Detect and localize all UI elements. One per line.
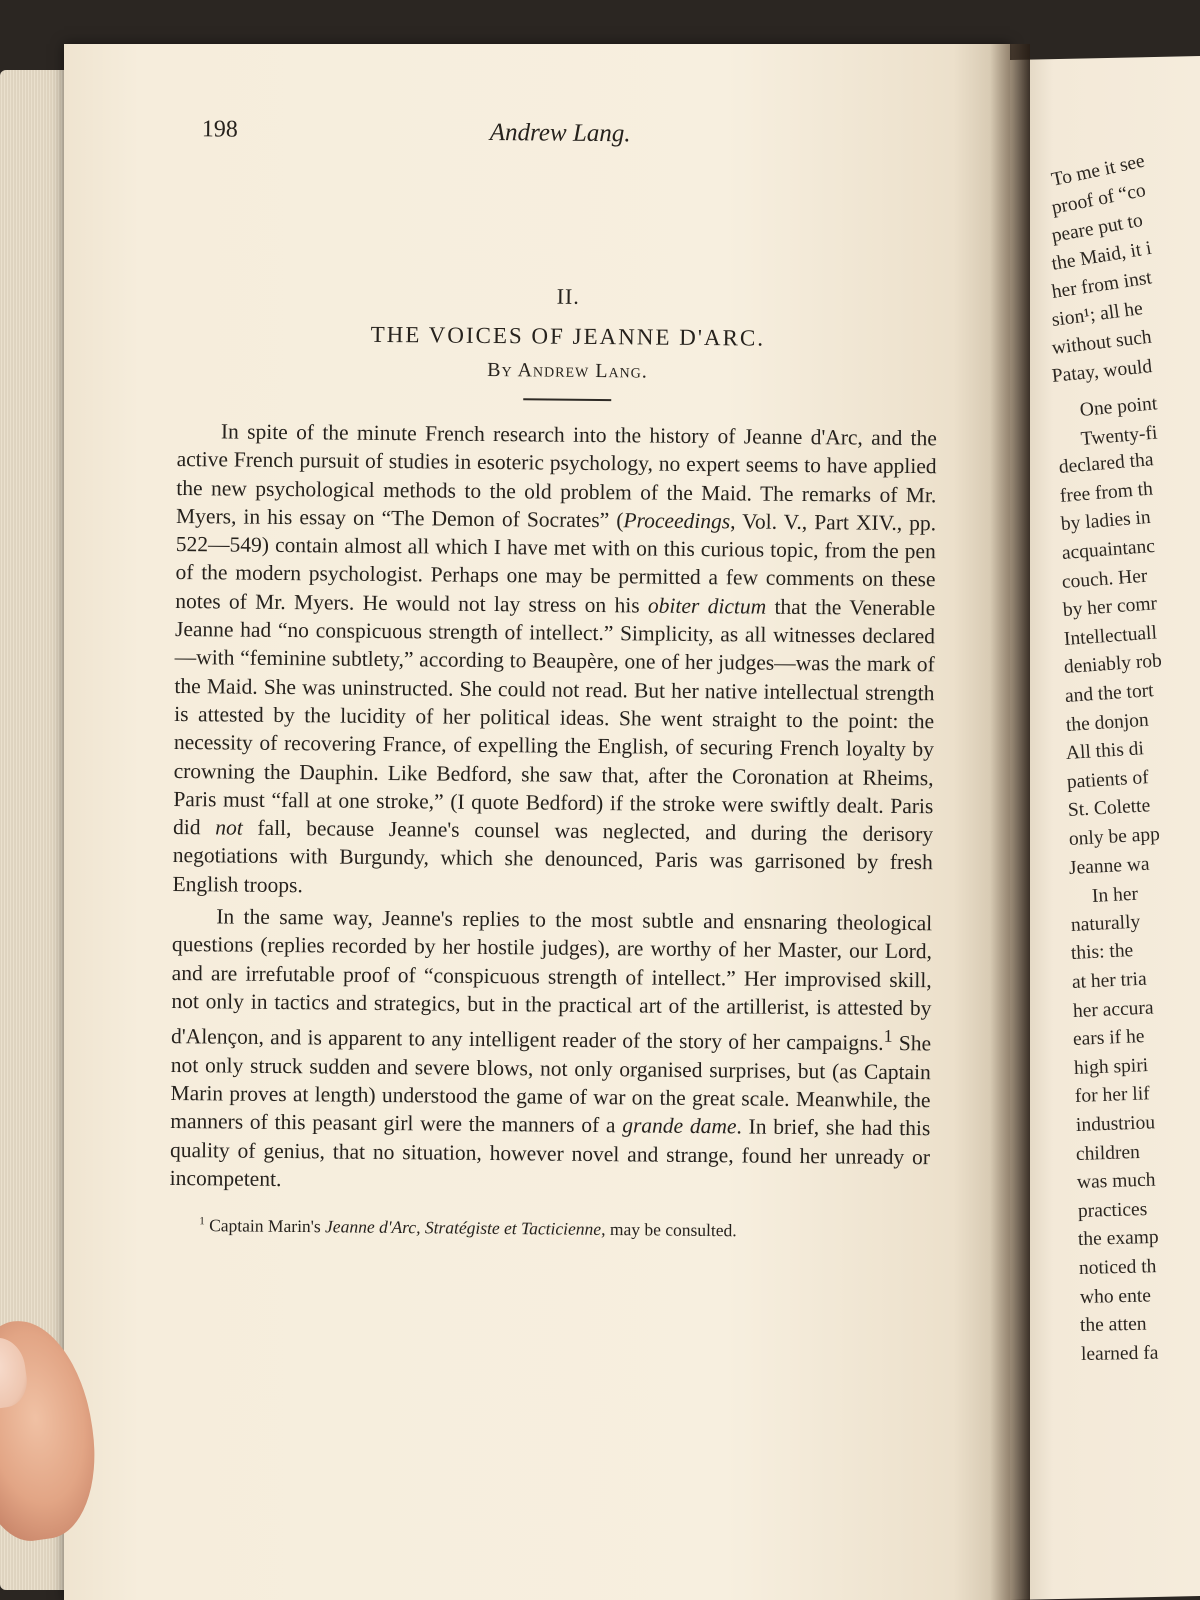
right-page-line: was much xyxy=(1076,1169,1156,1194)
right-page-line: learned fa xyxy=(1080,1342,1159,1365)
right-page-line: the atten xyxy=(1080,1313,1148,1337)
right-page-line: free from th xyxy=(1059,478,1154,507)
right-page-line: proof of “co xyxy=(1049,179,1148,219)
paragraph-1: In spite of the minute French research into the history of Jeanne d'Arc, and the active French pursuit of studies in esoteric psychology, no expert seems to have applied the new psychological methods to the old problem of the Maid. The remarks of Mr. Myers, in his essay on “The Demon of Socrates” (Proceedings, Vol. V., Part XIV., pp. 522—549) contain almost all which I have met with on this curious topic, from the pen of the modern psychologist. Perhaps one may be permitted a few comments on these notes of Mr. Myers. He would not lay stress on his obiter dictum that the Venerable Jeanne had “no conspicuous strength of intellect.” Simplicity, as all witnesses declared—with “feminine subtlety,” according to Beaupère, one of her judges—was the mark of the Maid. She was uninstructed. She could not read. But her native intellectual strength is attested by the lucidity of her political ideas. She went straight to the point: the necessity of recovering France, of expelling the English, of securing French loyalty by crowning the Dauphin. Like Bedford, she saw that, after the Coronation at Rheims, Paris must “fall at one stroke,” (I quote Bedford) if the stroke were swiftly dealt. Paris did not fall, because Jeanne's counsel was neglected, and during the derisory negotiations with Burgundy, which she denounced, Paris was garrisoned by fresh English troops. xyxy=(172,419,937,897)
right-page-line: by ladies in xyxy=(1059,507,1152,536)
thumbnail-nail xyxy=(0,1335,30,1412)
left-page-text xyxy=(169,110,940,1243)
right-page-line: ears if he xyxy=(1072,1026,1146,1051)
right-page-line: without such xyxy=(1050,326,1153,359)
right-page-line: deniably rob xyxy=(1063,650,1163,679)
footnote: $^1$ Captain Marin's Jeanne d'Arc, Stratégiste et Tacticienne, may be consulted. xyxy=(199,1215,737,1241)
right-page-line: practices xyxy=(1077,1198,1148,1222)
book-gutter xyxy=(990,44,1030,1600)
right-page-line: One point xyxy=(1079,393,1159,421)
footnote-reference: 1 xyxy=(883,1026,893,1047)
right-page-line: In her xyxy=(1091,883,1139,908)
section-number: II. xyxy=(556,283,580,309)
right-page-line: To me it see xyxy=(1049,150,1147,191)
right-page-line: St. Colette xyxy=(1067,795,1151,822)
right-page-line: at her tria xyxy=(1071,968,1148,993)
page-number: 198 xyxy=(201,116,238,143)
paragraph-2: In the same way, Jeanne's replies to the most subtle and ensnaring theological questions (replies recorded by her hostile judges), are worthy of her Master, our Lord, and are irrefutable proof of “conspicuous strength of intellect.” Her improvised skill, not only in tactics and strategics, but in the practical art of the artillerist, is attested by d'Alençon, and is apparent to any intelligent reader of the story of her campaigns.$^1$ She not only struck sudden and severe blows, not only organised surprises, but (as Captain Marin proves at length) understood the game of war on the great scale. Meanwhile, the manners of this peasant girl were the manners of a grande dame. In brief, she had this quality of genius, that no situation, however novel and strange, found her unready or incompetent. xyxy=(169,904,933,1191)
right-page-line: who ente xyxy=(1079,1285,1151,1308)
right-page-line: Patay, would xyxy=(1050,356,1154,387)
right-page-line: by her comr xyxy=(1062,593,1158,622)
right-page-line: declared tha xyxy=(1058,449,1155,479)
right-page-line: Twenty-fi xyxy=(1079,422,1158,450)
right-page-line: the Maid, it i xyxy=(1050,237,1154,275)
right-page-line: industriou xyxy=(1075,1112,1155,1136)
right-page-line: children xyxy=(1075,1141,1141,1165)
right-page-line: peare put to xyxy=(1050,209,1145,247)
running-head xyxy=(180,110,940,167)
right-page-line: naturally xyxy=(1070,911,1141,936)
right-page-line: sion¹; all he xyxy=(1050,298,1144,331)
right-page-line: her from inst xyxy=(1050,267,1154,303)
right-page-line: and the tort xyxy=(1064,680,1155,707)
right-page-line: patients of xyxy=(1066,766,1150,793)
article-title: THE VOICES OF JEANNE D'ARC. xyxy=(370,321,766,351)
right-page-line: this: the xyxy=(1070,940,1134,965)
title-rule xyxy=(523,398,611,401)
byline: By Andrew Lang. xyxy=(487,358,648,383)
right-page-line: couch. Her xyxy=(1061,565,1149,593)
right-page-line: her accura xyxy=(1072,997,1154,1022)
running-title: Andrew Lang. xyxy=(489,118,631,148)
right-page-line: noticed th xyxy=(1078,1256,1157,1279)
right-page-line: the donjon xyxy=(1064,709,1150,736)
right-page-line: Intellectuall xyxy=(1062,622,1158,650)
right-page-line: only be app xyxy=(1067,823,1160,850)
right-page-line: Jeanne wa xyxy=(1068,853,1151,879)
right-page-line: All this di xyxy=(1065,738,1145,765)
right-page-line: the examp xyxy=(1078,1227,1160,1251)
right-page-line: acquaintanc xyxy=(1060,535,1156,564)
right-page-line: for her lif xyxy=(1074,1083,1150,1108)
right-page-line: high spiri xyxy=(1073,1054,1149,1079)
